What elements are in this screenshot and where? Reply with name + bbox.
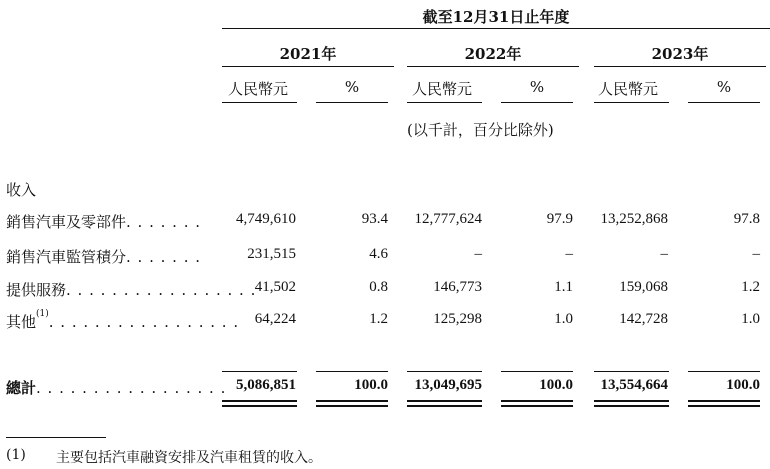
total-value-2021: 5,086,851 xyxy=(236,377,296,393)
row-label: 銷售汽車及零部件 xyxy=(6,213,127,231)
unit-note: (以千計，百分比除外) xyxy=(407,121,554,139)
pct-2023: 1.0 xyxy=(741,311,760,327)
unit-pct-2021: % xyxy=(344,78,360,96)
footnote-text: 主要包括汽車融資安排及汽車租賃的收入。 xyxy=(56,450,322,466)
value-2022: – xyxy=(474,246,482,262)
total-label: 總計 xyxy=(6,379,37,397)
leader-dots: . . . . . . . . . . . . . . . . . xyxy=(66,281,257,299)
value-2021: 41,502 xyxy=(254,279,296,295)
unit-rmb-2022: 人民幣元 xyxy=(412,80,473,98)
pct-2023: 1.2 xyxy=(741,279,760,295)
unit-rule-rmb-2022 xyxy=(407,102,482,103)
value-2022: 146,773 xyxy=(433,279,482,295)
value-2021: 231,515 xyxy=(247,246,296,262)
unit-pct-2022: % xyxy=(529,78,545,96)
footnote-marker: (1) xyxy=(6,447,26,463)
total-top-rule xyxy=(501,371,573,372)
pct-2021: 93.4 xyxy=(361,211,388,227)
period-rule xyxy=(222,28,770,29)
row-label: 提供服務 xyxy=(6,281,67,299)
total-top-rule xyxy=(222,371,297,372)
value-2023: 159,068 xyxy=(619,279,668,295)
total-value-2023: 13,554,664 xyxy=(600,377,668,393)
row-label: 銷售汽車監管積分 xyxy=(6,248,127,266)
unit-rmb-2021: 人民幣元 xyxy=(228,80,289,98)
unit-rmb-2023: 人民幣元 xyxy=(598,80,659,98)
value-2022: 125,298 xyxy=(433,311,482,327)
total-top-rule xyxy=(594,371,669,372)
unit-rule-pct-2022 xyxy=(501,102,573,103)
leader-dots: . . . . . . . . . . . . . . . . . xyxy=(36,379,227,397)
leader-dots: . . . . . . . . . . . . . . . . . xyxy=(48,313,240,331)
total-top-rule xyxy=(688,371,760,372)
section-title: 收入 xyxy=(6,181,37,199)
pct-2023: 97.8 xyxy=(733,211,760,227)
total-pct-2023: 100.0 xyxy=(726,377,760,393)
leader-dots: . . . . . . . xyxy=(126,213,202,231)
value-2021: 4,749,610 xyxy=(236,211,296,227)
value-2022: 12,777,624 xyxy=(414,211,482,227)
total-pct-2021: 100.0 xyxy=(354,377,388,393)
total-top-rule xyxy=(316,371,388,372)
total-top-rule xyxy=(407,371,482,372)
pct-2023: – xyxy=(752,246,760,262)
unit-rule-pct-2023 xyxy=(688,102,760,103)
pct-2021: 0.8 xyxy=(369,279,388,295)
pct-2022: 1.1 xyxy=(554,279,573,295)
value-2023: 13,252,868 xyxy=(600,211,668,227)
year-rule-2023 xyxy=(594,66,766,67)
total-pct-2022: 100.0 xyxy=(539,377,573,393)
period-header: 截至12月31日止年度 xyxy=(422,8,570,26)
leader-dots: . . . . . . . xyxy=(126,248,202,266)
footnote-ref: (1) xyxy=(36,309,49,319)
value-2023: – xyxy=(660,246,668,262)
row-label: 其他 xyxy=(6,313,37,331)
unit-rule-pct-2021 xyxy=(316,102,388,103)
year-2021: 2021年 xyxy=(279,45,337,63)
footnote-separator xyxy=(6,437,106,438)
value-2021: 64,224 xyxy=(254,311,296,327)
total-value-2022: 13,049,695 xyxy=(414,377,482,393)
pct-2021: 4.6 xyxy=(369,246,388,262)
year-2022: 2022年 xyxy=(464,45,522,63)
unit-rule-rmb-2021 xyxy=(222,102,297,103)
pct-2022: – xyxy=(565,246,573,262)
unit-rule-rmb-2023 xyxy=(594,102,669,103)
year-rule-2022 xyxy=(407,66,579,67)
pct-2022: 97.9 xyxy=(546,211,573,227)
year-rule-2021 xyxy=(222,66,394,67)
pct-2021: 1.2 xyxy=(369,311,388,327)
year-2023: 2023年 xyxy=(651,45,709,63)
unit-pct-2023: % xyxy=(716,78,732,96)
pct-2022: 1.0 xyxy=(554,311,573,327)
value-2023: 142,728 xyxy=(619,311,668,327)
